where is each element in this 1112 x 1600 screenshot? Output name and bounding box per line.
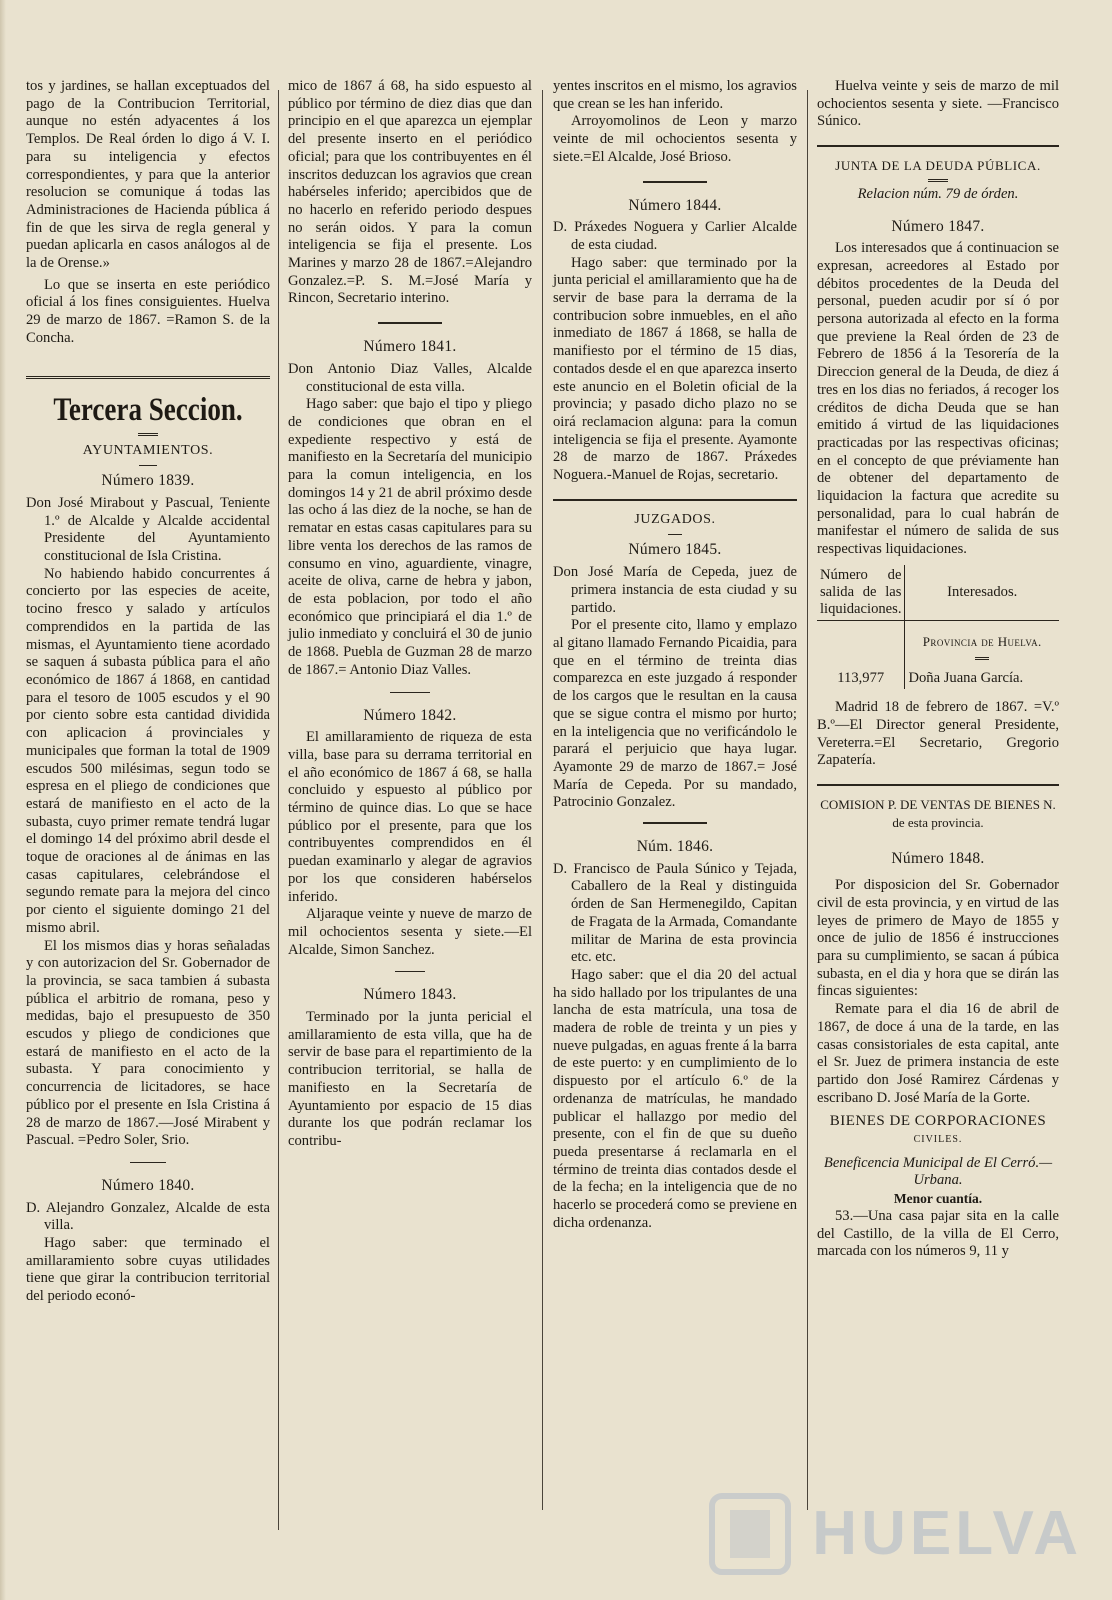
- column-2: [288, 78, 532, 1151]
- table-cell: [817, 653, 905, 668]
- dash-rule: [139, 465, 157, 466]
- section-subtitle: AYUNTAMIENTOS.: [82, 442, 214, 458]
- paragraph: Aljaraque veinte y nueve de marzo de mil ochocientos sesenta y siete.—El Alcalde, Simon Sanchez.: [288, 906, 532, 958]
- notice-number: Número 1848.: [891, 849, 985, 867]
- subsection-title: BIENES DE CORPORACIONES: [829, 1113, 1047, 1130]
- paragraph: Por disposicion del Sr. Gobernador civil de esta provincia, y en virtud de las leyes de primero de Mayo de 1855 y once de julio de 1856 é instrucciones para su cumplimiento, se sacan á púbica subasta, en el dia y hora que se dirán las fincas siguientes:: [817, 877, 1059, 1000]
- notice-number: Número 1843.: [363, 986, 457, 1004]
- subsection-heading: Beneficencia Municipal de El Cerró.—Urbana.: [823, 1154, 1053, 1189]
- notice-number: Núm. 1846.: [636, 838, 714, 856]
- column-rule-2: [542, 90, 543, 1510]
- table-cell: [817, 620, 905, 652]
- notice-heading: Don Antonio Diaz Valles, Alcalde constitucional de esta villa.: [288, 360, 532, 395]
- dash-rule: [395, 971, 425, 972]
- section-subtitle: JUZGADOS.: [634, 511, 716, 527]
- table-row: [817, 653, 1059, 668]
- page-edge-left: [0, 0, 6, 1600]
- paragraph: Hago saber: que terminado el amillaramiento sobre cuyas utilidades tiene que girar la contribucion territorial del periodo econó-: [26, 1235, 270, 1305]
- notice-number: Número 1840.: [101, 1176, 195, 1194]
- table-header-row: [817, 565, 1059, 621]
- notice-heading: Don José Mirabout y Pascual, Teniente 1.º de Alcalde y Alcalde accidental Presidente del Ayuntamiento constitucional de Isla Cristina.: [26, 494, 270, 565]
- paragraph: Los interesados que á continuacion se expresan, acreedores al Estado por débitos procedentes de la Deuda del personal, pueden acudir por sí ó por persona autorizada al efecto en la forma que previene la Real órden de 23 de Febrero de 1856 á la Tesorería de la Direccion general de la Deuda, de diez á tres en los dias no feriados, á recoger los créditos de dicha Deuda que se han emitido á virtud de las liquidaciones practicadas por las respectivas oficinas; en el concepto de que préviamente han de obtener del departamento de liquidacion la factura que acredite su personalidad, para lo cual habrán de manifestar el número de salida de sus respectivas liquidaciones.: [817, 240, 1059, 558]
- table-row: [817, 668, 1059, 690]
- paragraph: Remate para el dia 16 de abril de 1867, de doce á una de la tarde, en las casas consistoriales de esta capital, ante el Sr. Juez de primera instancia de este partido don José Ramirez Cárdenas y escribano D. José María de la Gorte.: [817, 1001, 1059, 1106]
- paragraph: Terminado por la junta pericial el amillaramiento de esta villa, que ha de servir de base para el repartimiento de la contribucion territorial, se halla de manifiesto en la Secretaría de Ayuntamiento por espacio de 15 dias durante los que podrán reclamar los contribu-: [288, 1009, 532, 1149]
- watermark-logo: HUELVA: [812, 1498, 1082, 1568]
- section-divider: [553, 499, 797, 501]
- column-header: Número de salida de las liquidaciones.: [817, 565, 905, 621]
- column-rule-1: [278, 90, 279, 1530]
- paragraph: El los mismos dias y horas señaladas y con autorizacion del Sr. Gobernador de la provincia, se saca tambien á subasta pública el arbitrio de romana, peso y medidas, bajo el presupuesto de 350 escudos y pliego de condiciones que estará de manifiesto en el acto de la subasta. Y para conocimiento y concurrencia de licitadores, se hace público por el presente en Isla Cristina á 28 de marzo de 1867.—José Mirabent y Pascual. =Pedro Soler, Srio.: [26, 937, 270, 1149]
- paragraph: Lo que se inserta en este periódico oficial á los fines consiguientes. Huelva 29 de marzo de 1867. =Ramon S. de la Concha.: [26, 276, 270, 346]
- dash-rule: [668, 534, 682, 535]
- paragraph: Hago saber: que terminado por la junta pericial el amillaramiento que ha de servir de base para la derrama de la contribucion sobre inmuebles, en el año inmediato de 1867 á 1868, se halla de manifiesto por el término de 15 dias, contados desde el en que aparezca inserto este anuncio en el Boletin oficial de la provincia; y pasado dicho plazo no se oirá reclamacion alguna: para la comun inteligencia se fija el presente. Ayamonte 28 de marzo de 1867. Práxedes Noguera.-Manuel de Rojas, secretario.: [553, 254, 797, 484]
- column-3: [553, 78, 797, 1232]
- table-row: [817, 620, 1059, 652]
- dash-rule: [130, 1162, 166, 1163]
- subsection-subtitle: CIVILES.: [913, 1134, 963, 1146]
- paragraph: 53.—Una casa pajar sita en la calle del Castillo, de la villa de El Cerro, marcada con los números 9, 11 y: [817, 1207, 1059, 1260]
- relation-number: Relacion núm. 79 de órden.: [857, 185, 1019, 202]
- table-cell: [905, 653, 1059, 668]
- notice-heading: Don José María de Cepeda, juez de primera instancia de esta ciudad y su partido.: [553, 564, 797, 616]
- notice-heading: D. Práxedes Noguera y Carlier Alcalde de esta ciudad.: [553, 219, 797, 253]
- ornament-rule: [928, 179, 948, 182]
- column-rule-3: [807, 90, 808, 1510]
- section-divider: [817, 784, 1059, 786]
- dash-rule: [390, 692, 430, 693]
- notice-number: Número 1847.: [891, 217, 985, 235]
- short-rule: [643, 181, 707, 183]
- column-1: [26, 78, 270, 1306]
- ornament-rule: [975, 657, 989, 660]
- subsection-heading: Menor cuantía.: [893, 1191, 983, 1207]
- interested-name: Doña Juana García.: [908, 669, 1024, 686]
- paragraph: Hago saber: que bajo el tipo y pliego de condiciones que obran en el expediente respectivo y está de manifiesto en la Secretaría del municipio para la comun inteligencia, en los domingos 14 y 21 de abril próximo desde las ocho á las diez de la noche, se han de rematar en estas casas capitulares para su libre venta los derechos de las ramos de consumo en vino, aguardiente, vinagre, aceite de oliva, carne de hebra y jabon, de esta poblacion, por todo el año económico que principiará el dia 1.º de julio inmediato y concluirá el 30 de junio de 1868. Puebla de Guzman 28 de marzo de 1867.= Antonio Diaz Valles.: [288, 396, 532, 678]
- paragraph: tos y jardines, se hallan exceptuados del pago de la Contribucion Territorial, aunque no estén adyacentes á los Templos. De Real órden lo digo á V. I. para su inteligencia y efectos correspondientes, y para que la anterior resolucion se comunique á todas las Administraciones de Hacienda pública á fin de que les sirva de regla general y puedan aplicarla en casos análogos al de la de Orense.»: [26, 78, 270, 272]
- paragraph: No habiendo habido concurrentes á concierto por las especies de aceite, tocino fresco y salado y artículos comprendidos en la partida de las mismas, el Ayuntamiento tiene acordado se saquen á subasta pública para el año económico de 1867 á 1868, en cantidad para el tesoro de 1005 escudos y el 90 por ciento sobre esta cantidad dividida con aplicacion á provinciales y municipales que forman la total de 1909 escudos 500 milésimas, segun todo se espresa en el pliego de condiciones que estará de manifiesto en el acto de la subasta, cuyo primer remate tendrá lugar el domingo 14 del próximo abril desde el toque de oraciones al de ánimas en las casas capitulares, celebrándose el segundo remate para la mejora del cinco por ciento el siguiente domingo 21 del mismo abril.: [26, 565, 270, 936]
- notice-number: Número 1845.: [628, 541, 722, 559]
- liquidations-table: [817, 565, 1059, 689]
- notice-number: Número 1844.: [628, 196, 722, 214]
- liquidation-number: 113,977: [817, 668, 905, 690]
- paragraph: Por el presente cito, llamo y emplazo al gitano llamado Fernando Picaidia, para que en el término de treinta dias comparezca en este juzgado á responder de los cargos que le resultan en la causa que se sigue contra el mismo por hurto; en la inteligencia que no verificándolo le parará el perjuicio que haya lugar. Ayamonte 29 de marzo de 1867.= José María de Cepeda. Por su mandado, Patrocinio Gonzalez.: [553, 617, 797, 811]
- section-divider: [817, 145, 1059, 147]
- notice-number: Número 1842.: [363, 706, 457, 724]
- province-heading: Provincia de Huelva.: [922, 633, 1042, 649]
- section-subtitle: COMISION P. DE VENTAS DE BIENES N. de esta provincia.: [820, 797, 1056, 830]
- short-rule: [378, 322, 442, 324]
- paragraph: mico de 1867 á 68, ha sido espuesto al público por término de diez dias que dan principio en el que aparezca un ejemplar del presente inserto en el periódico oficial; para que los contribuyentes en él inscritos deduzcan los agravios que crean habérseles inferido; apercibidos que de no hacerlo en referido periodo despues no serán oidos. Y para la comun inteligencia se fija el presente. Los Marines y marzo 28 de 1867.=Alejandro Gonzalez.=P. S. M.=José María y Rincon, Secretario interino.: [288, 78, 532, 307]
- paragraph: Huelva veinte y seis de marzo de mil ochocientos sesenta y siete. —Francisco Súnico.: [817, 78, 1059, 130]
- paragraph: Hago saber: que el dia 20 del actual ha sido hallado por los tripulantes de una lancha de esta matrícula, una tosa de madera de roble de treinta y un pies y nueve pulgadas, en aguas frente á la barra de este puerto: y en cumplimiento de lo dispuesto por el artículo 6.º de la ordenanza de matrículas, he mandado publicar el hallazgo por medio del presente, con el fin de que su dueño pueda presentarse á reclamarla en el término de treinta dias contados desde el de la fecha; en la inteligencia que de no hacerlo se procederá como se previene en dicha ordenanza.: [553, 966, 797, 1231]
- paragraph: yentes inscritos en el mismo, los agravios que crean se les han inferido.: [553, 78, 797, 112]
- notice-heading: D. Alejandro Gonzalez, Alcalde de esta villa.: [26, 1199, 270, 1234]
- ornament-rule: [138, 433, 158, 436]
- notice-number: Número 1839.: [101, 472, 195, 490]
- paragraph: El amillaramiento de riqueza de esta villa, base para su derrama territorial en el año económico de 1867 á 68, se halla concluido y espuesto al público por término de quince dias. Lo que se hace público por el presente, para que los contribuyentes comprendidos en él puedan examinarlo y alegar de agravios por los que consideren habérselos inferido.: [288, 729, 532, 905]
- section-divider: [26, 376, 270, 379]
- paragraph: Madrid 18 de febrero de 1867. =V.º B.º—El Director general Presidente, Vereterra.=El Secretario, Gregorio Zapatería.: [817, 699, 1059, 769]
- column-header: Interesados.: [905, 565, 1059, 621]
- section-title: Tercera Seccion.: [53, 391, 243, 428]
- notice-heading: D. Francisco de Paula Súnico y Tejada, Caballero de la Real y distinguida órden de San Hermenegildo, Capitan de Fragata de la Armada, Comandante militar de Marina de esta provincia etc. etc.: [553, 860, 797, 966]
- short-rule: [643, 822, 707, 824]
- notice-number: Número 1841.: [363, 338, 457, 356]
- paragraph: Arroyomolinos de Leon y marzo veinte de mil ochocientos sesenta y siete.=El Alcalde, José Brioso.: [553, 113, 797, 165]
- section-subtitle: JUNTA DE LA DEUDA PÚBLICA.: [835, 158, 1041, 174]
- column-4: [817, 78, 1059, 1261]
